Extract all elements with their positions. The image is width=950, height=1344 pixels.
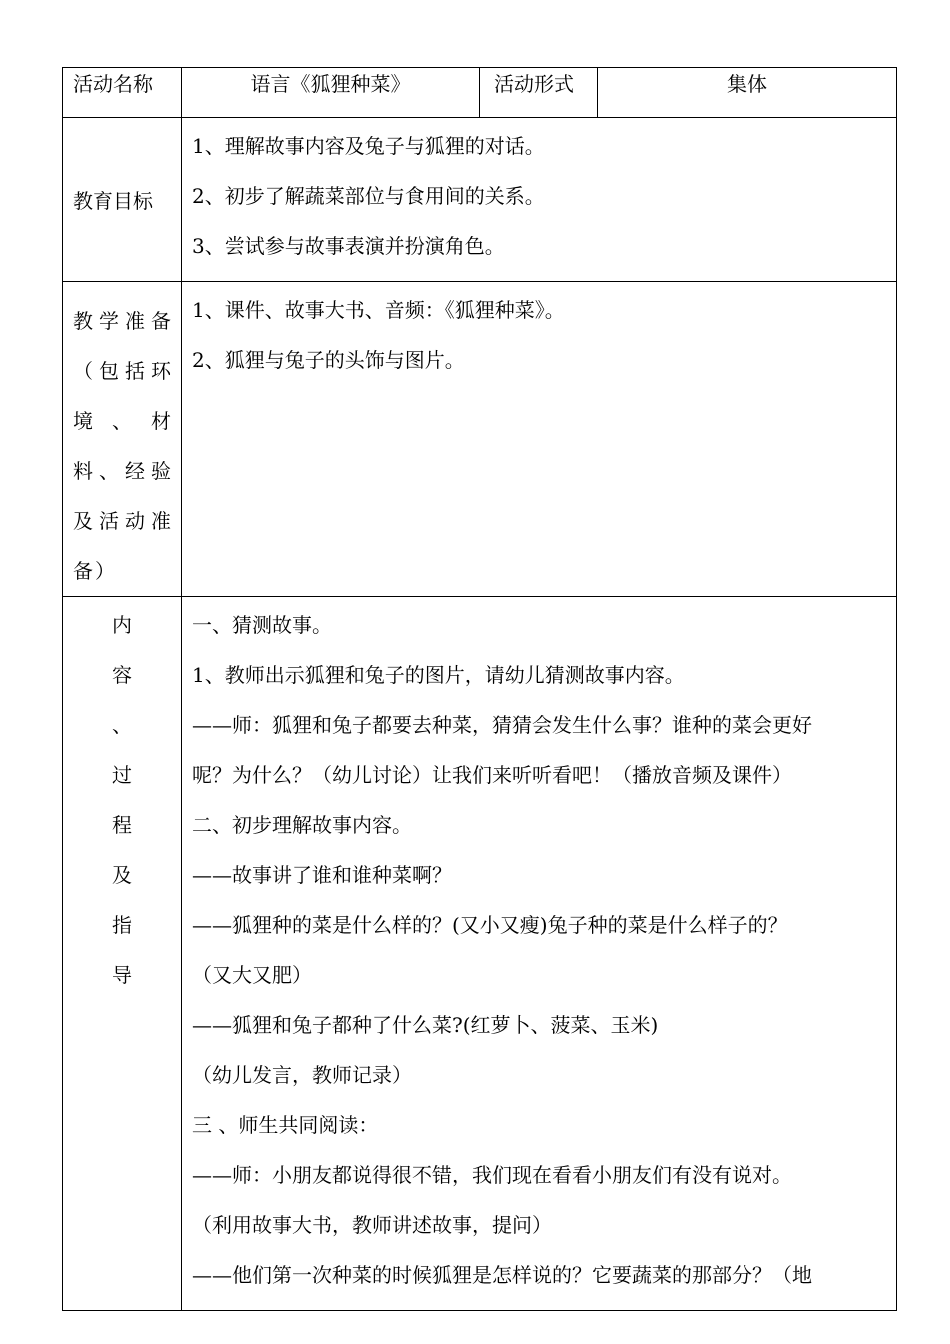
preparation-cell: [182, 282, 897, 597]
goals-label: 教育目标: [63, 118, 182, 282]
content-line: 呢？为什么？（幼儿讨论）让我们来听听看吧！（播放音频及课件）: [192, 763, 792, 787]
content-line: 一、猜测故事。: [192, 613, 332, 637]
activity-form-value: 集体: [598, 68, 897, 118]
content-label: [63, 597, 182, 1311]
content-label-char: 过: [112, 763, 132, 787]
goal-item: 1、理解故事内容及兔子与狐狸的对话。: [192, 134, 545, 158]
content-line: （利用故事大书，教师讲述故事，提问）: [192, 1213, 552, 1237]
header-row: [63, 68, 897, 118]
content-line: 1、教师出示狐狸和兔子的图片，请幼儿猜测故事内容。: [192, 663, 685, 687]
goal-item: 3、尝试参与故事表演并扮演角色。: [192, 234, 505, 258]
content-line: 三 、师生共同阅读：: [192, 1113, 379, 1137]
activity-name-label: 活动名称: [63, 68, 182, 118]
content-line: ——狐狸和兔子都种了什么菜?(红萝卜、菠菜、玉米): [192, 1013, 659, 1037]
lesson-plan-table: [62, 67, 897, 1311]
preparation-label: 教学准备（包括环境、材料、经验及活动准备）: [63, 282, 182, 597]
goals-row: [63, 118, 897, 282]
content-line: 二、初步理解故事内容。: [192, 813, 412, 837]
goals-cell: [182, 118, 897, 282]
activity-form-label: 活动形式: [480, 68, 598, 118]
content-label-char: 内: [112, 613, 132, 637]
content-label-char: 程: [112, 813, 132, 837]
content-cell: [182, 597, 897, 1311]
content-label-char: 及: [112, 863, 132, 887]
preparation-item: 1、课件、故事大书、音频：《狐狸种菜》。: [192, 298, 565, 322]
content-label-char: 导: [112, 963, 132, 987]
preparation-item: 2、狐狸与兔子的头饰与图片。: [192, 348, 465, 372]
activity-name-value: 语言《狐狸种菜》: [182, 68, 480, 118]
content-line: ——师：小朋友都说得很不错，我们现在看看小朋友们有没有说对。: [192, 1163, 792, 1187]
content-line: （又大又肥）: [192, 963, 312, 987]
content-line: ——故事讲了谁和谁种菜啊？: [192, 863, 452, 887]
preparation-row: [63, 282, 897, 597]
content-label-char: 容: [112, 663, 132, 687]
content-line: ——狐狸种的菜是什么样的？(又小又瘦)兔子种的菜是什么样子的？: [192, 913, 788, 937]
content-label-char: 、: [112, 713, 132, 737]
content-row: [63, 597, 897, 1311]
content-line: （幼儿发言，教师记录）: [192, 1063, 412, 1087]
goal-item: 2、初步了解蔬菜部位与食用间的关系。: [192, 184, 545, 208]
content-line: ——他们第一次种菜的时候狐狸是怎样说的？它要蔬菜的那部分？（地: [192, 1263, 812, 1287]
content-label-char: 指: [112, 913, 132, 937]
content-line: ——师：狐狸和兔子都要去种菜，猜猜会发生什么事？谁种的菜会更好: [192, 713, 812, 737]
